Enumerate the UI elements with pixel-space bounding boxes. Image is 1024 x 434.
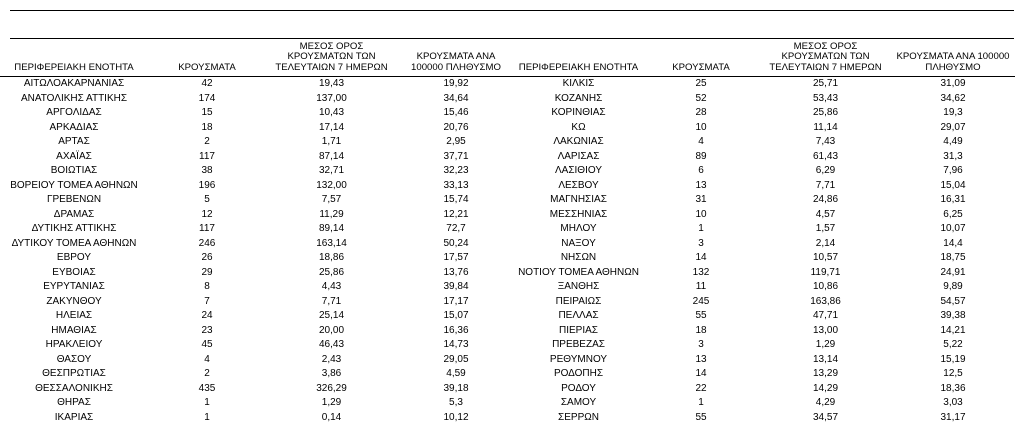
left-cases-cell: 2 (204, 368, 210, 379)
left-avg-cell: 3,86 (321, 368, 342, 379)
right-avg-cell: 1,29 (815, 339, 836, 350)
table-row (0, 353, 1015, 368)
left-avg-cell: 0,14 (321, 411, 342, 423)
left-avg-cell: 7,71 (321, 295, 342, 307)
right-per100k-cell: 31,17 (940, 411, 966, 423)
table-row (0, 179, 1015, 194)
table-row (0, 77, 1015, 92)
left-avg-cell: 17,14 (318, 121, 345, 133)
left-per100k-cell: 12,21 (443, 208, 469, 220)
right-per100k-cell: 12,5 (943, 368, 963, 379)
table-row (0, 309, 1015, 324)
right-avg-cell: 61,43 (812, 150, 839, 162)
right-cases-cell: 13 (695, 353, 707, 365)
right-region-cell: ΚΟΖΑΝΗΣ (554, 92, 603, 104)
left-region-cell: ΘΕΣΣΑΛΟΝΙΚΗΣ (35, 382, 113, 394)
left-region-cell: ΑΝΑΤΟΛΙΚΗΣ ΑΤΤΙΚΗΣ (20, 92, 128, 104)
left-cases-cell: 5 (204, 194, 210, 205)
left-avg-cell: 2,43 (321, 353, 342, 365)
right-region-cell: ΝΑΞΟΥ (561, 237, 596, 249)
left-avg-cell: 87,14 (318, 150, 345, 162)
left-per100k-cell: 19,92 (443, 78, 469, 89)
left-per100k-cell: 15,07 (443, 310, 469, 321)
right-avg-cell: 163,86 (810, 295, 841, 307)
table-row (0, 208, 1015, 223)
table-row (0, 237, 1015, 252)
left-avg-cell: 7,57 (321, 194, 342, 205)
left-region-cell: ΑΡΤΑΣ (58, 136, 90, 147)
right-per100k-cell: 4,49 (943, 136, 963, 147)
table-row (0, 411, 1015, 426)
left-per100k-cell: 32,23 (443, 165, 469, 176)
header-cases: ΚΡΟΥΣΜΑΤΑ (148, 38, 266, 77)
right-avg-cell: 4,29 (815, 397, 836, 408)
right-per100k-cell: 16,31 (940, 194, 966, 205)
right-per100k-cell: 15,19 (940, 353, 966, 365)
left-region-cell: ΗΛΕΙΑΣ (55, 310, 93, 321)
left-per100k-cell: 34,64 (443, 92, 469, 104)
left-region-cell: ΒΟΡΕΙΟΥ ΤΟΜΕΑ ΑΘΗΝΩΝ (10, 179, 138, 191)
table-row (0, 121, 1015, 136)
left-per100k-cell: 39,84 (443, 281, 469, 292)
right-region-cell: ΚΙΛΚΙΣ (562, 78, 595, 89)
left-avg-cell: 10,43 (318, 107, 345, 118)
right-cases-cell: 52 (695, 92, 707, 104)
right-cases-cell: 25 (695, 78, 707, 89)
right-per100k-cell: 15,04 (940, 179, 966, 191)
right-cases-cell: 55 (695, 411, 707, 423)
left-region-cell: ΑΧΑΪΑΣ (56, 150, 92, 162)
left-cases-cell: 29 (201, 266, 213, 278)
left-cases-cell: 45 (201, 339, 213, 350)
left-region-cell: ΔΡΑΜΑΣ (53, 208, 95, 220)
header-per100k-right: ΚΡΟΥΣΜΑΤΑ ΑΝΑ 100000 ΠΛΗΘΥΣΜΟ (891, 38, 1015, 77)
left-avg-cell: 4,43 (321, 281, 342, 292)
left-per100k-cell: 37,71 (443, 150, 469, 162)
right-avg-cell: 11,14 (813, 121, 838, 133)
right-per100k-cell: 24,91 (940, 266, 966, 278)
left-cases-cell: 196 (198, 179, 216, 191)
right-per100k-cell: 10,07 (940, 223, 966, 234)
right-region-cell: ΠΙΕΡΙΑΣ (559, 324, 598, 336)
right-region-cell: ΣΑΜΟΥ (560, 397, 597, 408)
left-per100k-cell: 17,57 (443, 252, 469, 263)
right-cases-cell: 10 (695, 121, 707, 133)
table-row (0, 193, 1015, 208)
left-per100k-cell: 20,76 (443, 121, 469, 133)
right-per100k-cell: 31,09 (940, 78, 966, 89)
left-cases-cell: 38 (201, 165, 213, 176)
left-avg-cell: 137,00 (316, 92, 347, 104)
right-region-cell: ΜΑΓΝΗΣΙΑΣ (550, 194, 607, 205)
right-avg-cell: 14,29 (812, 382, 839, 394)
right-per100k-cell: 14,21 (940, 324, 966, 336)
right-region-cell: ΚΟΡΙΝΘΙΑΣ (551, 107, 606, 118)
left-avg-cell: 25,86 (318, 266, 345, 278)
left-region-cell: ΖΑΚΥΝΘΟΥ (46, 295, 102, 307)
left-cases-cell: 1 (204, 397, 210, 408)
right-per100k-cell: 7,96 (943, 165, 963, 176)
right-avg-cell: 53,43 (812, 92, 839, 104)
right-per100k-cell: 34,62 (940, 92, 966, 104)
left-cases-cell: 8 (204, 281, 210, 292)
right-cases-cell: 3 (698, 339, 704, 350)
left-avg-cell: 19,43 (318, 78, 345, 89)
left-region-cell: ΗΡΑΚΛΕΙΟΥ (45, 339, 103, 350)
table-row (0, 150, 1015, 165)
left-region-cell: ΘΕΣΠΡΩΤΙΑΣ (42, 368, 106, 379)
right-cases-cell: 55 (695, 310, 707, 321)
top-rule (10, 10, 1014, 11)
right-cases-cell: 11 (695, 281, 707, 292)
right-per100k-cell: 19,3 (943, 107, 963, 118)
left-per100k-cell: 72,7 (446, 223, 466, 234)
right-region-cell: ΡΟΔΟΠΗΣ (553, 368, 604, 379)
cases-table (0, 38, 1015, 425)
right-avg-cell: 4,57 (815, 208, 836, 220)
right-avg-cell: 1,57 (815, 223, 836, 234)
right-cases-cell: 10 (695, 208, 707, 220)
left-avg-cell: 20,00 (318, 324, 345, 336)
right-per100k-cell: 3,03 (943, 397, 963, 408)
left-region-cell: ΙΚΑΡΙΑΣ (54, 411, 94, 423)
table-row (0, 251, 1015, 266)
left-avg-cell: 163,14 (316, 237, 347, 249)
right-avg-cell: 6,29 (815, 165, 836, 176)
right-region-cell: ΡΕΘΥΜΝΟΥ (549, 353, 608, 365)
left-per100k-cell: 4,59 (446, 368, 466, 379)
right-avg-cell: 25,71 (812, 78, 839, 89)
left-avg-cell: 32,71 (318, 165, 345, 176)
left-region-cell: ΔΥΤΙΚΟΥ ΤΟΜΕΑ ΑΘΗΝΩΝ (11, 237, 137, 249)
left-region-cell: ΔΥΤΙΚΗΣ ΑΤΤΙΚΗΣ (31, 223, 117, 234)
left-region-cell: ΒΟΙΩΤΙΑΣ (50, 165, 98, 176)
left-per100k-cell: 15,74 (443, 194, 469, 205)
left-region-cell: ΘΗΡΑΣ (57, 397, 91, 408)
right-region-cell: ΝΗΣΩΝ (560, 252, 597, 263)
left-per100k-cell: 16,36 (443, 324, 469, 336)
left-cases-cell: 23 (201, 324, 213, 336)
left-cases-cell: 24 (201, 310, 213, 321)
left-cases-cell: 15 (201, 107, 213, 118)
right-cases-cell: 14 (695, 252, 707, 263)
left-cases-cell: 1 (204, 411, 210, 423)
left-cases-cell: 18 (201, 121, 213, 133)
right-region-cell: ΜΕΣΣΗΝΙΑΣ (549, 208, 608, 220)
right-avg-cell: 13,00 (812, 324, 839, 336)
right-avg-cell: 119,71 (810, 266, 841, 278)
right-cases-cell: 3 (698, 237, 704, 249)
right-cases-cell: 245 (692, 295, 710, 307)
left-region-cell: ΘΑΣΟΥ (56, 353, 92, 365)
right-avg-cell: 24,86 (812, 194, 839, 205)
left-per100k-cell: 39,18 (443, 382, 469, 394)
right-per100k-cell: 31,3 (943, 150, 963, 162)
left-per100k-cell: 5,3 (449, 397, 463, 408)
right-avg-cell: 13,29 (812, 368, 839, 379)
right-region-cell: ΠΡΕΒΕΖΑΣ (552, 339, 605, 350)
left-avg-cell: 25,14 (318, 310, 345, 321)
right-per100k-cell: 5,22 (943, 339, 963, 350)
left-per100k-cell: 17,17 (443, 295, 469, 307)
left-region-cell: ΗΜΑΘΙΑΣ (51, 324, 97, 336)
left-per100k-cell: 13,76 (443, 266, 469, 278)
left-region-cell: ΑΡΓΟΛΙΔΑΣ (46, 107, 102, 118)
left-avg-cell: 89,14 (318, 223, 345, 234)
left-cases-cell: 4 (204, 353, 210, 365)
table-row (0, 338, 1015, 353)
right-avg-cell: 10,86 (812, 281, 839, 292)
left-avg-cell: 1,29 (321, 397, 342, 408)
left-cases-cell: 12 (201, 208, 213, 220)
right-cases-cell: 31 (695, 194, 707, 205)
header-avg: ΜΕΣΟΣ ΟΡΟΣ ΚΡΟΥΣΜΑΤΩΝ ΤΩΝ ΤΕΛΕΥΤΑΙΩΝ 7 ΗΜΕΡΩΝ (266, 38, 397, 77)
right-per100k-cell: 29,07 (940, 121, 966, 133)
left-avg-cell: 326,29 (316, 382, 347, 394)
left-region-cell: ΑΙΤΩΛΟΑΚΑΡΝΑΝΙΑΣ (23, 78, 125, 89)
header-region: ΠΕΡΙΦΕΡΕΙΑΚΗ ΕΝΟΤΗΤΑ (0, 38, 148, 77)
right-region-cell: ΠΕΛΛΑΣ (558, 310, 599, 321)
left-avg-cell: 132,00 (316, 179, 347, 191)
table-row (0, 135, 1015, 150)
left-region-cell: ΓΡΕΒΕΝΩΝ (46, 194, 102, 205)
left-per100k-cell: 10,12 (443, 411, 469, 423)
left-per100k-cell: 29,05 (443, 353, 469, 365)
right-cases-cell: 1 (698, 223, 704, 234)
left-cases-cell: 174 (198, 92, 216, 104)
header-cases-right: ΚΡΟΥΣΜΑΤΑ (642, 38, 760, 77)
right-cases-cell: 6 (698, 165, 704, 176)
left-avg-cell: 46,43 (318, 339, 345, 350)
left-region-cell: ΕΥΡΥΤΑΝΙΑΣ (43, 281, 105, 292)
left-per100k-cell: 14,73 (443, 339, 469, 350)
left-avg-cell: 18,86 (318, 252, 345, 263)
left-per100k-cell: 2,95 (446, 136, 466, 147)
right-avg-cell: 7,43 (815, 136, 836, 147)
table-row (0, 92, 1015, 107)
right-region-cell: ΛΕΣΒΟΥ (558, 179, 599, 191)
right-region-cell: ΠΕΙΡΑΙΩΣ (555, 295, 602, 307)
header-avg-right: ΜΕΣΟΣ ΟΡΟΣ ΚΡΟΥΣΜΑΤΩΝ ΤΩΝ ΤΕΛΕΥΤΑΙΩΝ 7 ΗΜΕΡΩΝ (760, 38, 891, 77)
left-avg-cell: 1,71 (321, 136, 342, 147)
left-cases-cell: 117 (199, 223, 215, 234)
table-row (0, 367, 1015, 382)
left-cases-cell: 2 (204, 136, 210, 147)
right-per100k-cell: 18,75 (940, 252, 966, 263)
left-per100k-cell: 33,13 (443, 179, 469, 191)
right-per100k-cell: 39,38 (940, 310, 966, 321)
header-region-right: ΠΕΡΙΦΕΡΕΙΑΚΗ ΕΝΟΤΗΤΑ (515, 38, 642, 77)
right-cases-cell: 89 (695, 150, 707, 162)
left-per100k-cell: 50,24 (443, 237, 469, 249)
right-per100k-cell: 54,57 (940, 295, 966, 307)
left-cases-cell: 117 (199, 150, 215, 162)
right-avg-cell: 34,57 (812, 411, 839, 423)
right-cases-cell: 14 (695, 368, 707, 379)
right-avg-cell: 10,57 (812, 252, 839, 263)
table-row (0, 382, 1015, 397)
left-cases-cell: 435 (198, 382, 216, 394)
right-cases-cell: 22 (695, 382, 707, 394)
right-avg-cell: 13,14 (812, 353, 839, 365)
right-region-cell: ΚΩ (571, 121, 586, 133)
right-per100k-cell: 9,89 (943, 281, 963, 292)
table-row (0, 266, 1015, 281)
table-row (0, 324, 1015, 339)
right-cases-cell: 13 (695, 179, 707, 191)
left-region-cell: ΕΥΒΟΙΑΣ (52, 266, 96, 278)
right-region-cell: ΞΑΝΘΗΣ (557, 281, 600, 292)
right-per100k-cell: 6,25 (943, 208, 963, 220)
right-avg-cell: 7,71 (815, 179, 836, 191)
left-region-cell: ΑΡΚΑΔΙΑΣ (49, 121, 99, 133)
right-region-cell: ΝΟΤΙΟΥ ΤΟΜΕΑ ΑΘΗΝΩΝ (518, 266, 639, 278)
table-row (0, 222, 1015, 237)
right-cases-cell: 4 (698, 136, 704, 147)
table-row (0, 396, 1015, 411)
right-region-cell: ΜΗΛΟΥ (560, 223, 597, 234)
right-per100k-cell: 14,4 (943, 237, 963, 249)
right-cases-cell: 18 (695, 324, 707, 336)
left-avg-cell: 11,29 (319, 208, 344, 220)
header-per100k: ΚΡΟΥΣΜΑΤΑ ΑΝΑ 100000 ΠΛΗΘΥΣΜΟ (397, 38, 515, 77)
right-avg-cell: 25,86 (812, 107, 839, 118)
left-cases-cell: 7 (204, 295, 210, 307)
left-cases-cell: 42 (201, 78, 213, 89)
right-region-cell: ΛΑΣΙΘΙΟΥ (555, 165, 602, 176)
right-region-cell: ΛΑΡΙΣΑΣ (557, 150, 600, 162)
left-per100k-cell: 15,46 (443, 107, 469, 118)
table-row (0, 106, 1015, 121)
right-per100k-cell: 18,36 (940, 382, 966, 394)
left-cases-cell: 26 (201, 252, 213, 263)
right-avg-cell: 2,14 (815, 237, 836, 249)
right-region-cell: ΡΟΔΟΥ (561, 382, 596, 394)
table-row (0, 164, 1015, 179)
right-avg-cell: 47,71 (812, 310, 839, 321)
right-region-cell: ΣΕΡΡΩΝ (558, 411, 599, 423)
right-region-cell: ΛΑΚΩΝΙΑΣ (553, 136, 604, 147)
right-cases-cell: 132 (692, 266, 710, 278)
left-region-cell: ΕΒΡΟΥ (56, 252, 92, 263)
right-cases-cell: 28 (695, 107, 707, 118)
left-cases-cell: 246 (198, 237, 216, 249)
right-cases-cell: 1 (698, 397, 704, 408)
table-row (0, 280, 1015, 295)
table-row (0, 295, 1015, 310)
header-row (0, 38, 1015, 77)
